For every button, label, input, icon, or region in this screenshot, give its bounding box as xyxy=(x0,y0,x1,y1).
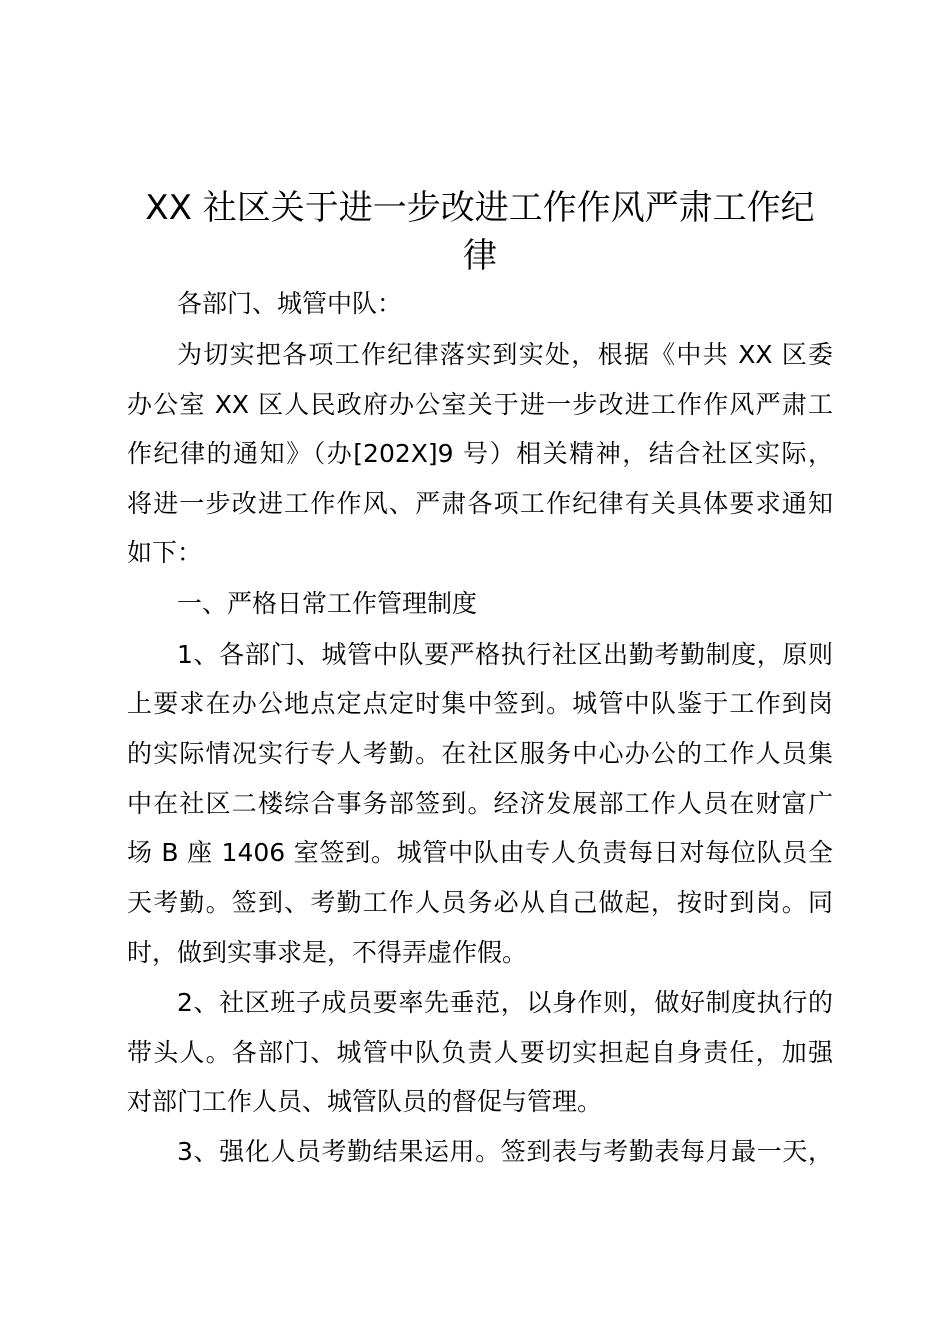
item1-line: 天考勤。签到、考勤工作人员务必从自己做起，按时到岗。同 xyxy=(127,888,833,917)
intro-line: 办公室 XX 区人民政府办公室关于进一步改进工作作风严肃工 xyxy=(127,390,833,419)
document-title-line-1: XX 社区关于进一步改进工作作风严肃工作纪 xyxy=(145,188,815,228)
item1-line: 场 B 座 1406 室签到。城管中队由专人负责每日对每位队员全 xyxy=(127,838,833,867)
item3-line: 3、强化人员考勤结果运用。签到表与考勤表每月最一天， xyxy=(177,1137,833,1166)
item1-line: 时，做到实事求是，不得弄虚作假。 xyxy=(127,938,528,967)
item2-line: 2、社区班子成员要率先垂范，以身作则，做好制度执行的 xyxy=(177,988,833,1017)
salutation: 各部门、城管中队： xyxy=(177,289,403,318)
item1-line: 上要求在办公地点定点定时集中签到。城管中队鉴于工作到岗 xyxy=(127,689,833,718)
item2-line: 带头人。各部门、城管中队负责人要切实担起自身责任，加强 xyxy=(127,1038,833,1067)
intro-line: 为切实把各项工作纪律落实到实处，根据《中共 XX 区委 xyxy=(177,340,833,369)
item1-line: 的实际情况实行专人考勤。在社区服务中心办公的工作人员集 xyxy=(127,739,833,768)
item1-line: 1、各部门、城管中队要严格执行社区出勤考勤制度，原则 xyxy=(177,640,833,669)
document-title-line-2: 律 xyxy=(463,236,497,276)
intro-line: 将进一步改进工作作风、严肃各项工作纪律有关具体要求通知 xyxy=(127,489,833,518)
item2-line: 对部门工作人员、城管队员的督促与管理。 xyxy=(127,1087,603,1116)
intro-line: 作纪律的通知》（办[202X]9 号）相关精神，结合社区实际， xyxy=(127,439,833,468)
intro-line: 如下： xyxy=(127,538,203,567)
section-heading: 一、严格日常工作管理制度 xyxy=(177,589,478,618)
item1-line: 中在社区二楼综合事务部签到。经济发展部工作人员在财富广 xyxy=(127,789,833,818)
